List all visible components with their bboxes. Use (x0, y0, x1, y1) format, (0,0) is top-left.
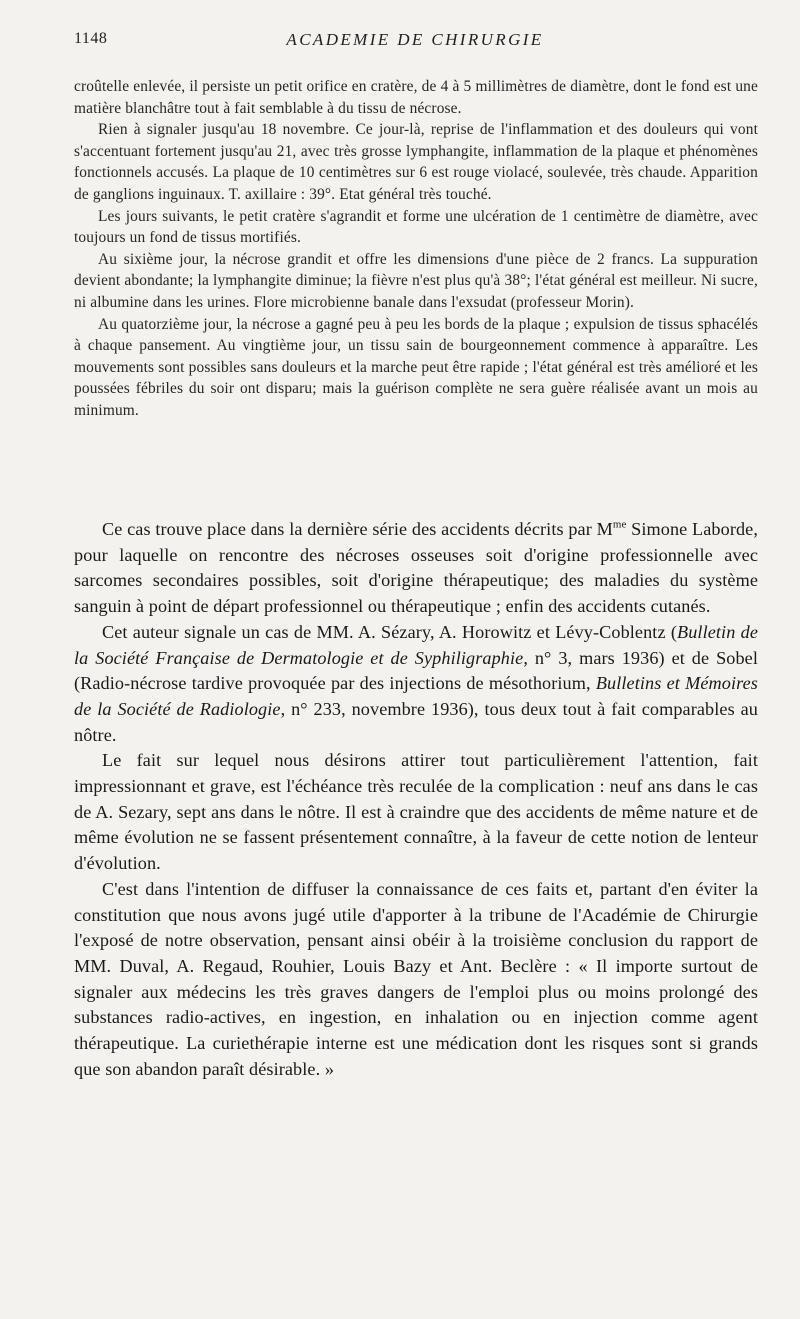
page-header (74, 30, 756, 54)
observation-paragraph-1: croûtelle enlevée, il persiste un petit orifice en cratère, de 4 à 5 millimètres de diamètre, dont le fond est une matière blanchâtre tout à fait semblable à du tissu de nécrose. (74, 78, 758, 117)
page-number: 1148 (74, 30, 108, 47)
discussion-paragraph-1 (74, 517, 758, 620)
paragraph-text: Cet auteur signale un cas de MM. A. Sézary, A. Horowitz et Lévy-Coblentz ( (102, 621, 678, 642)
journal-title-italic: Bulletin de la Société Française de Dermatologie et de Syphiligraphie (74, 621, 758, 668)
journal-title-italic: Bulletins et Mémoires de la Société de Radiologie (74, 673, 758, 719)
paragraph-text: , n° 3, mars 1936) et de Sobel (Radio-nécrose tardive provoquée par des injections de mésothorium, (74, 647, 758, 694)
paragraph-text: , n° 233, novembre 1936), tous deux tout à fait comparables au nôtre. (74, 698, 758, 745)
observation-paragraph-5: Au quatorzième jour, la nécrose a gagné peu à peu les bords de la plaque ; expulsion de tissus sphacélés à chaque pansement. Au vingtième jour, un tissu sain de bourgeonnement commence à apparaître. Les mouvements sont possibles sans douleurs et la marche peut être rapide ; l'état général est très amélioré et les poussées fébriles du soir ont disparu; mais la guérison complète ne sera guère réalisée avant un mois au minimum. (74, 315, 758, 419)
case-observation-text (74, 76, 758, 422)
observation-paragraph-2: Rien à signaler jusqu'au 18 novembre. Ce jour-là, reprise de l'inflammation et des douleurs qui vont s'accentuant fortement jusqu'au 21, avec très grosse lymphangite, inflammation de la plaque et phénomènes fonctionnels accusés. La plaque de 10 centimètres sur 6 est rouge violacé, soulevée, très chaude. Apparition de ganglions inguinaux. T. axillaire : 39°. Etat général très touché. (74, 121, 758, 203)
discussion-text (74, 517, 758, 1082)
paragraph-text: Simone Laborde, pour laquelle on rencontre des nécroses osseuses soit d'origine professionnelle avec sarcomes secondaires possibles, soit d'origine thérapeutique; des maladies du système sanguin à point de départ professionnel ou thérapeutique ; enfin des accidents cutanés. (74, 519, 758, 617)
running-title: ACADEMIE DE CHIRURGIE (286, 30, 544, 49)
discussion-paragraph-4: C'est dans l'intention de diffuser la connaissance de ces faits et, partant d'en éviter la constitution que nous avons jugé utile d'apporter à la tribune de l'Académie de Chirurgie l'exposé de notre observation, pensant ainsi obéir à la troisième conclusion du rapport de MM. Duval, A. Regaud, Rouhier, Louis Bazy et Ant. Beclère : « Il importe surtout de signaler aux médecins les très graves dangers de l'emploi plus ou moins prolongé des substances radio-actives, en ingestion, en inhalation ou en injection comme agent thérapeutique. La curiethérapie interne est une médication dont les risques sont si grands que son abandon paraît désirable. » (74, 878, 758, 1079)
discussion-paragraph-2 (74, 620, 758, 749)
superscript: me (612, 518, 627, 531)
observation-paragraph-4: Au sixième jour, la nécrose grandit et offre les dimensions d'une pièce de 2 francs. La suppuration devient abondante; la lymphangite diminue; la fièvre n'est plus qu'à 38°; l'état général est meilleur. Ni sucre, ni albumine dans les urines. Flore microbienne banale dans l'exsudat (professeur Morin). (74, 250, 758, 311)
discussion-paragraph-3: Le fait sur lequel nous désirons attirer tout particulièrement l'attention, fait impressionnant et grave, est l'échéance très reculée de la complication : neuf ans dans le cas de A. Sezary, sept ans dans le nôtre. Il est à craindre que des accidents de même nature et de même évolution ne se fassent présentement connaître, à la faveur de cette notion de lenteur d'évolution. (74, 750, 758, 874)
observation-paragraph-3: Les jours suivants, le petit cratère s'agrandit et forme une ulcération de 1 centimètre de diamètre, avec toujours un fond de tissus mortifiés. (74, 207, 758, 247)
paragraph-text: Ce cas trouve place dans la dernière série des accidents décrits par M (102, 519, 613, 539)
